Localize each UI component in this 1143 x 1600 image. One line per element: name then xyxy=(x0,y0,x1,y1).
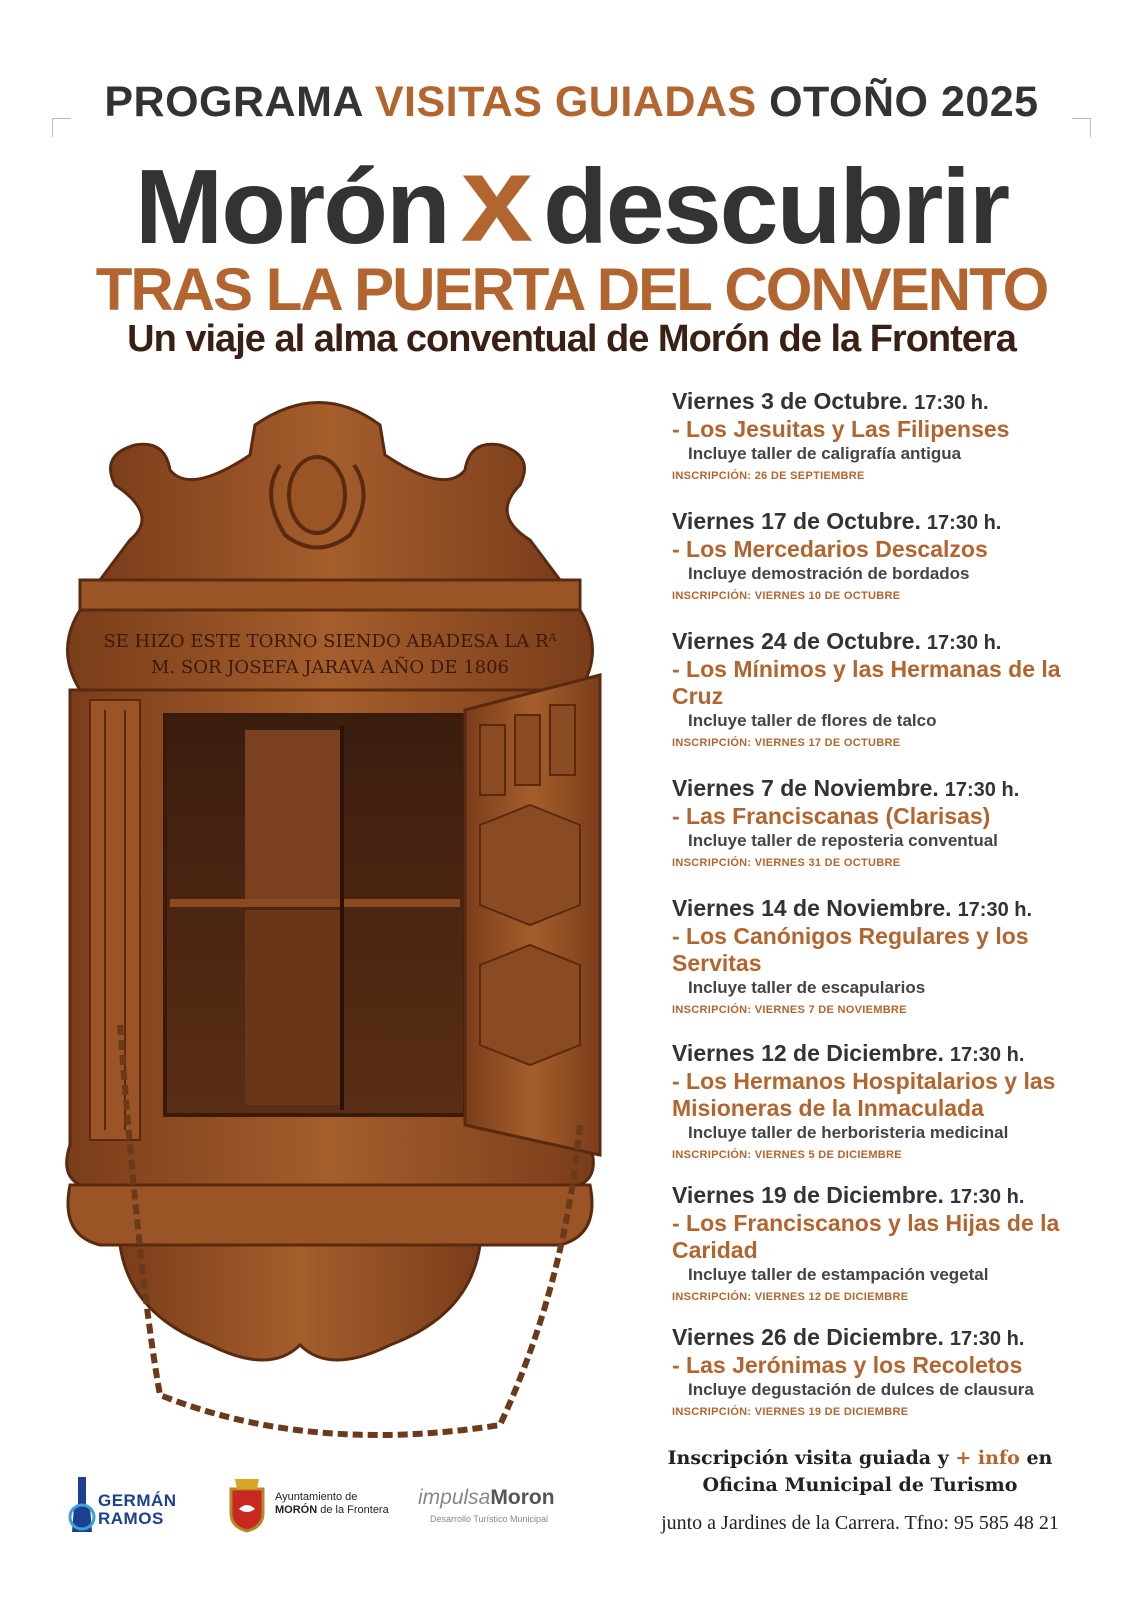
event-includes: Incluye taller de estampación vegetal xyxy=(688,1265,989,1284)
event-inscription: INSCRIPCIÓN: VIERNES 10 DE OCTUBRE xyxy=(672,590,901,602)
event-item xyxy=(672,1040,1112,1161)
impulsa-moron-logo xyxy=(418,1480,578,1530)
event-time: 17:30 h. xyxy=(926,632,1002,654)
event-date-text: Viernes 26 de Diciembre. xyxy=(672,1324,944,1350)
event-date xyxy=(672,1040,1112,1067)
inscription-line-1: SE HIZO ESTE TORNO SIENDO ABADESA LA Rᴬ xyxy=(103,631,557,652)
event-title: - Los Franciscanos y las Hijas de la Caridad xyxy=(672,1210,1060,1263)
event-time: 17:30 h. xyxy=(957,899,1033,921)
event-includes: Incluye taller de flores de talco xyxy=(688,711,937,730)
event-date xyxy=(672,1182,1112,1209)
event-date xyxy=(672,775,1112,802)
event-inscription: INSCRIPCIÓN: VIERNES 31 DE OCTUBRE xyxy=(672,857,901,869)
info-text-b: en xyxy=(1026,1447,1053,1469)
event-title: - Los Jesuitas y Las Filipenses xyxy=(672,416,1010,442)
impulsa-text xyxy=(418,1486,555,1510)
event-date-text: Viernes 17 de Octubre. xyxy=(672,508,921,534)
event-date-text: Viernes 7 de Noviembre. xyxy=(672,775,939,801)
info-line-2: Oficina Municipal de Turismo xyxy=(702,1474,1018,1496)
tagline: Un viaje al alma conventual de Morón de la Frontera xyxy=(127,318,1016,360)
event-date-text: Viernes 24 de Octubre. xyxy=(672,628,921,654)
event-date-text: Viernes 14 de Noviembre. xyxy=(672,895,952,921)
event-time: 17:30 h. xyxy=(949,1328,1025,1350)
event-date-text: Viernes 12 de Diciembre. xyxy=(672,1040,944,1066)
impulsa-sub: Desarrollo Turístico Municipal xyxy=(430,1514,549,1524)
event-date xyxy=(672,508,1112,535)
event-includes: Incluye taller de caligrafía antigua xyxy=(688,444,962,463)
tower-icon xyxy=(62,1472,102,1542)
inscription-line-2: M. SOR JOSEFA JARAVA AÑO DE 1806 xyxy=(150,657,510,678)
event-time: 17:30 h. xyxy=(944,779,1020,801)
event-includes: Incluye degustación de dulces de clausura xyxy=(688,1380,1034,1399)
event-time: 17:30 h. xyxy=(926,512,1002,534)
title-x: x xyxy=(460,128,532,268)
event-includes: Incluye taller de reposteria conventual xyxy=(688,831,998,850)
info-text-a: Inscripción visita guiada y xyxy=(667,1447,949,1469)
ayto-line2b: de la Frontera xyxy=(320,1504,389,1516)
event-date-text: Viernes 3 de Octubre. xyxy=(672,388,909,414)
german-ramos-text xyxy=(98,1492,177,1528)
title-moron: Morón xyxy=(134,148,449,266)
ayto-line2a: MORÓN xyxy=(275,1504,318,1516)
german-ramos-logo xyxy=(62,1472,182,1542)
event-time: 17:30 h. xyxy=(949,1044,1025,1066)
event-date xyxy=(672,1324,1112,1351)
subtitle: TRAS LA PUERTA DEL CONVENTO xyxy=(95,256,1048,323)
event-item xyxy=(672,895,1112,1016)
event-includes: Incluye taller de escapularios xyxy=(688,978,926,997)
ayto-line1: Ayuntamiento de xyxy=(275,1491,358,1503)
info-line-1 xyxy=(620,1445,1100,1472)
event-includes: Incluye demostración de bordados xyxy=(688,564,970,583)
program-heading xyxy=(0,78,1143,127)
heading-visitas: VISITAS GUIADAS xyxy=(374,78,757,126)
event-item xyxy=(672,775,1112,869)
event-item xyxy=(672,628,1112,749)
event-title: - Los Mercedarios Descalzos xyxy=(672,536,988,562)
event-item xyxy=(672,1182,1112,1303)
info-plus: + info xyxy=(955,1447,1020,1469)
event-title: - Los Mínimos y las Hermanas de la Cruz xyxy=(672,656,1061,709)
event-inscription: INSCRIPCIÓN: VIERNES 19 DE DICIEMBRE xyxy=(672,1406,909,1418)
event-item xyxy=(672,1324,1112,1418)
event-date xyxy=(672,628,1112,655)
convent-cabinet-illustration xyxy=(60,385,620,1465)
event-inscription: INSCRIPCIÓN: VIERNES 17 DE OCTUBRE xyxy=(672,737,901,749)
event-inscription: INSCRIPCIÓN: VIERNES 12 DE DICIEMBRE xyxy=(672,1291,909,1303)
main-title xyxy=(0,130,1143,267)
address: junto a Jardines de la Carrera. Tfno: 95 585 48 21 xyxy=(661,1512,1059,1534)
registration-info xyxy=(620,1445,1100,1499)
heading-season: OTOÑO 2025 xyxy=(769,78,1039,126)
event-time: 17:30 h. xyxy=(914,392,989,414)
event-item xyxy=(672,388,1112,482)
german-line2: RAMOS xyxy=(98,1509,164,1528)
event-inscription: INSCRIPCIÓN: 26 DE SEPTIEMBRE xyxy=(672,470,865,482)
event-date xyxy=(672,388,1112,415)
event-includes: Incluye taller de herboristeria medicinal xyxy=(688,1123,1009,1142)
ayuntamiento-logo xyxy=(225,1475,415,1535)
event-inscription: INSCRIPCIÓN: VIERNES 5 DE DICIEMBRE xyxy=(672,1149,902,1161)
event-date xyxy=(672,895,1112,922)
german-line1: GERMÁN xyxy=(98,1491,177,1510)
ayuntamiento-text xyxy=(275,1491,389,1517)
event-time: 17:30 h. xyxy=(949,1186,1025,1208)
event-inscription: INSCRIPCIÓN: VIERNES 7 DE NOVIEMBRE xyxy=(672,1004,907,1016)
event-item xyxy=(672,508,1112,602)
impulsa-b: Moron xyxy=(490,1486,555,1509)
coat-of-arms-icon xyxy=(225,1475,269,1533)
impulsa-a: impulsa xyxy=(418,1486,491,1509)
event-title: - Las Franciscanas (Clarisas) xyxy=(672,803,991,829)
event-title: - Los Canónigos Regulares y los Servitas xyxy=(672,923,1029,976)
event-title: - Los Hermanos Hospitalarios y las Misioneras de la Inmaculada xyxy=(672,1068,1056,1121)
event-title: - Las Jerónimas y los Recoletos xyxy=(672,1352,1023,1378)
title-descubrir: descubrir xyxy=(543,148,1009,266)
heading-programa: PROGRAMA xyxy=(104,78,363,126)
event-date-text: Viernes 19 de Diciembre. xyxy=(672,1182,944,1208)
